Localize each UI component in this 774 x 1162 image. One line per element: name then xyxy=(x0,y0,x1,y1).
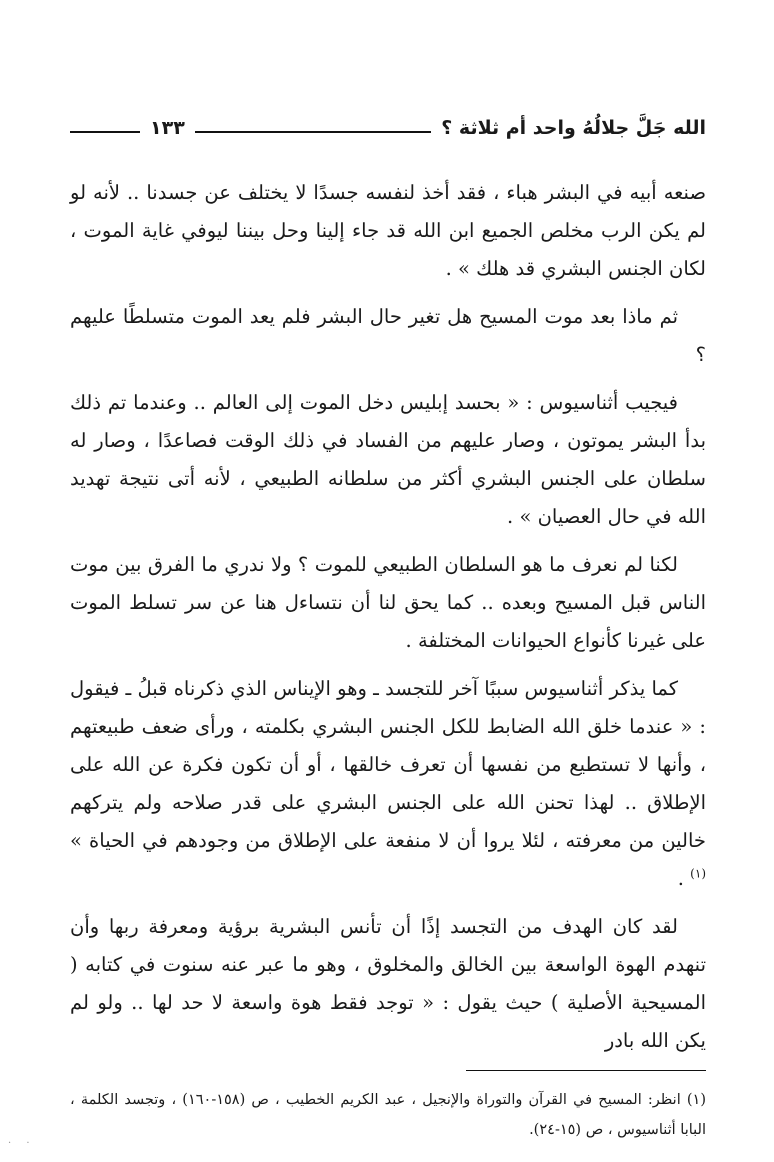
header-rule xyxy=(195,131,431,133)
paragraph-5-tail: . xyxy=(677,867,691,890)
body-text xyxy=(70,174,706,1060)
paragraph-5 xyxy=(70,670,706,898)
running-header xyxy=(70,108,706,148)
footnote: (١) انظر: المسيح في القرآن والتوراة والإنجيل ، عبد الكريم الخطيب ، ص (١٥٨-١٦٠) ، وتجسد الكلمة ، البابا أثناسيوس ، ص (١٥-٢٤). xyxy=(70,1092,706,1138)
paragraph-3: فيجيب أثناسيوس : « بحسد إبليس دخل الموت إلى العالم .. وعندما تم ذلك بدأ البشر يموتون ، وصار عليهم من الفساد في ذلك الوقت فصاعدًا ، وصار له سلطان على الجنس البشري أكثر من سلطانه الطبيعي ، لأنه أتى نتيجة تهديد الله في حال العصيان » . xyxy=(70,391,706,528)
page-number: ١٣٣ xyxy=(150,117,185,139)
header-rule-tail xyxy=(70,131,140,133)
running-title: الله جَلَّ جلالُهُ واحد أم ثلاثة ؟ xyxy=(441,117,706,139)
paragraph-2: ثم ماذا بعد موت المسيح هل تغير حال البشر فلم يعد الموت متسلطًا عليهم ؟ xyxy=(70,305,706,366)
footnote-separator xyxy=(466,1070,706,1071)
scan-marks: · · xyxy=(8,1138,36,1149)
footnote-reference: (١) xyxy=(690,866,706,881)
paragraph-1: صنعه أبيه في البشر هباء ، فقد أخذ لنفسه جسدًا لا يختلف عن جسدنا .. لأنه لو لم يكن الرب مخلص الجميع ابن الله قد جاء إلينا وحل بيننا ليوفي غاية الموت ، لكان الجنس البشري قد هلك » . xyxy=(70,181,706,280)
book-page xyxy=(70,108,706,1160)
paragraph-4: لكنا لم نعرف ما هو السلطان الطبيعي للموت ؟ ولا ندري ما الفرق بين موت الناس قبل المسيح وبعده .. كما يحق لنا أن نتساءل هنا عن سر تسلط الموت على غيرنا كأنواع الحيوانات المختلفة . xyxy=(70,553,706,652)
paragraph-5-text: كما يذكر أثناسيوس سببًا آخر للتجسد ـ وهو الإيناس الذي ذكرناه قبلُ ـ فيقول : « عندما خلق الله الضابط للكل الجنس البشري بكلمته ، ورأى ضعف طبيعتهم ، وأنها لا تستطيع من نفسها أن تعرف خالقها ، أو أن تكون فكرة عن الله على الإطلاق .. لهذا تحنن الله على الجنس البشري على قدر صلاحه ولم يتركهم خالين من معرفته ، لئلا يروا أن لا منفعة على الإطلاق من وجودهم في الحياة » xyxy=(70,677,706,852)
paragraph-6: لقد كان الهدف من التجسد إذًا أن تأنس البشرية برؤية ومعرفة ربها وأن تنهدم الهوة الواسعة بين الخالق والمخلوق ، وهو ما عبر عنه سنوت في كتابه ( المسيحية الأصلية ) حيث يقول : « توجد فقط هوة واسعة لا حد لها .. ولو لم يكن الله بادر xyxy=(70,915,706,1052)
